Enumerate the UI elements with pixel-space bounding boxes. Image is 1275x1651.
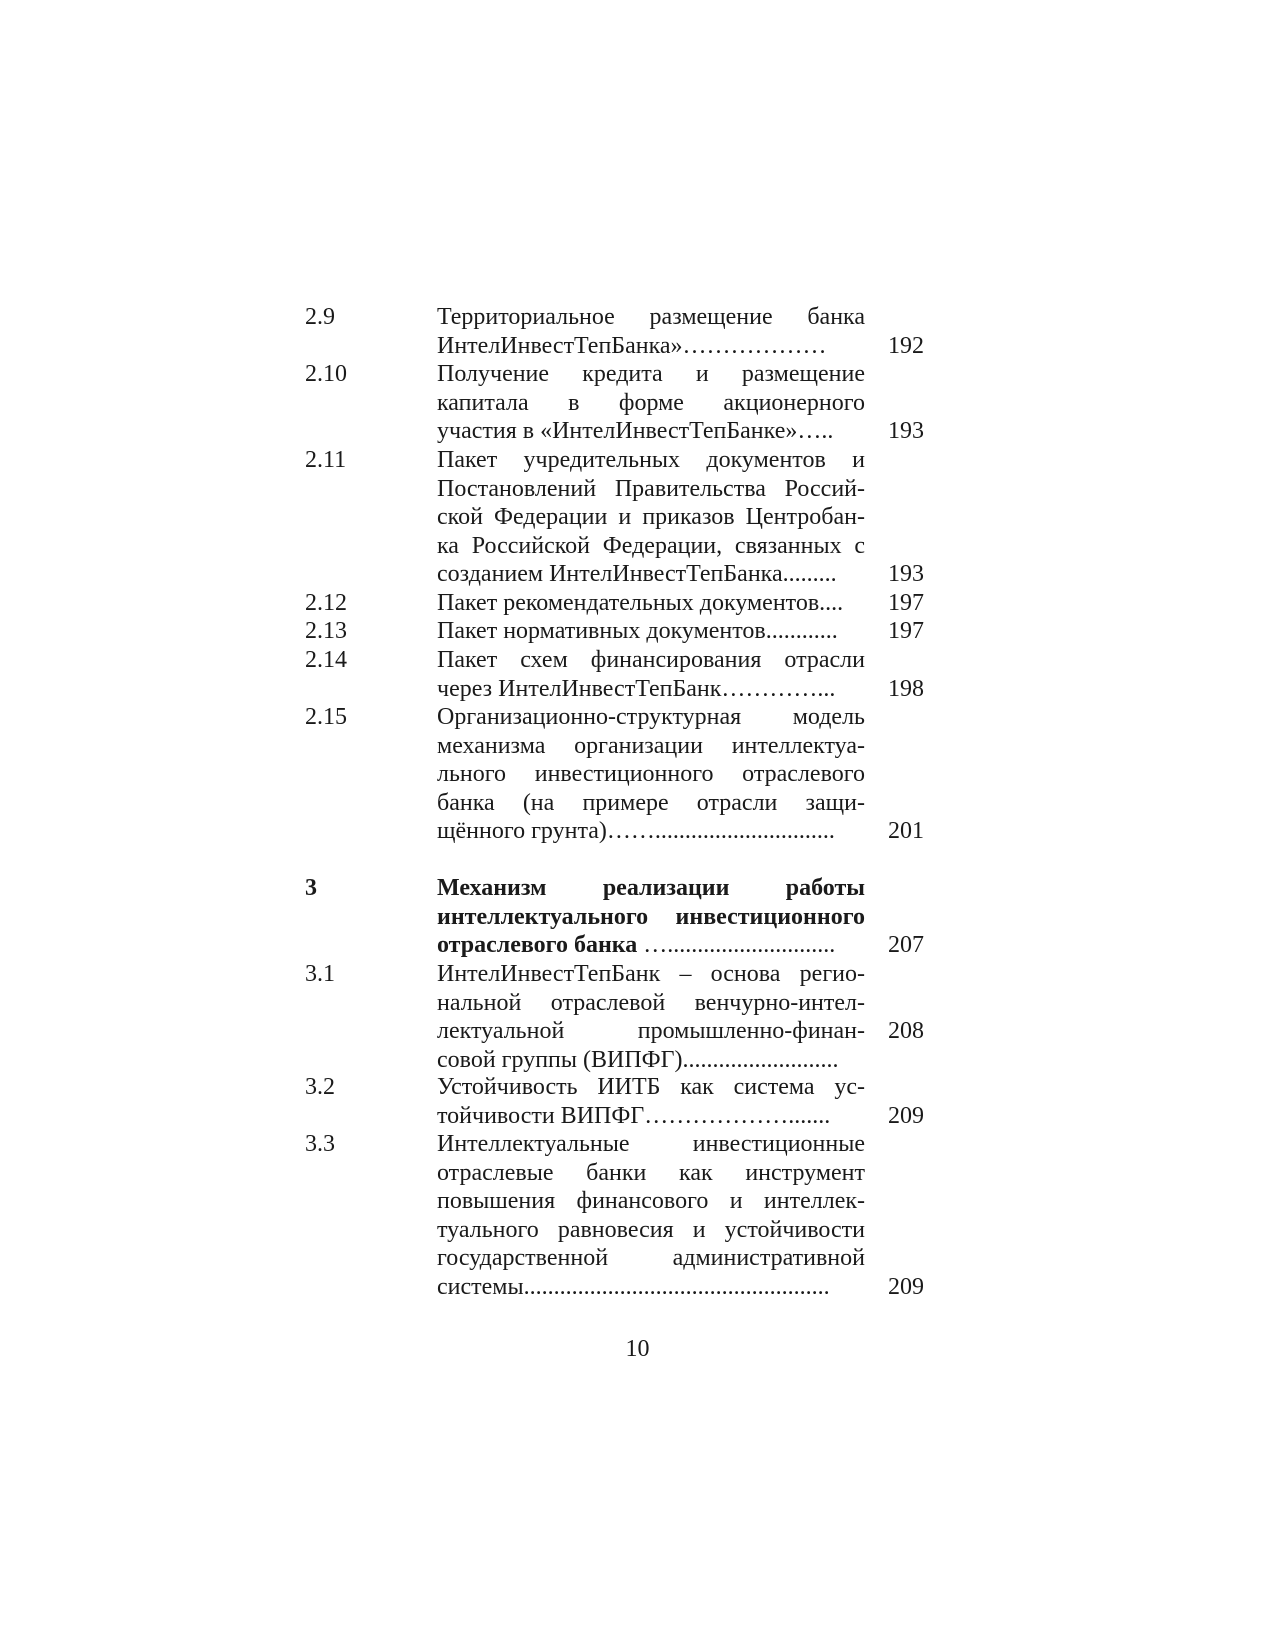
toc-chapter-title-line: Механизм реализации работы [437,875,865,901]
toc-entry-title-line: льного инвестиционного отраслевого [437,761,865,787]
toc-entry-number: 2.9 [305,304,335,330]
toc-entry-title-line: туального равновесия и устойчивости [437,1216,865,1243]
toc-entry-number: 2.15 [305,704,347,730]
toc-entry-title-line: государственной административной [437,1245,865,1271]
toc-entry-number: 3.2 [305,1074,335,1100]
toc-entry-title-line: повышения финансового и интеллек- [437,1188,865,1214]
toc-entry-page: 201 [888,818,924,844]
toc-entry-title-line: щённого грунта)…….............................. [437,818,835,844]
toc-entry-page: 208 [888,1018,924,1044]
toc-entry-page: 198 [888,675,924,702]
toc-entry-page: 209 [888,1102,924,1129]
toc-entry-title-line: Пакет учредительных документов и [437,447,865,473]
toc-entry-title-line: Устойчивость ИИТБ как система ус- [437,1074,865,1100]
toc-entry-page: 209 [888,1273,924,1300]
toc-entry-number: 2.12 [305,590,347,616]
toc-entry-number: 2.14 [305,647,347,673]
toc-chapter-title-text: отраслевого банка [437,932,638,958]
toc-entry-title-line: тойчивости ВИПФГ………………....... [437,1102,831,1129]
toc-entry-title-line: системы................................................... [437,1273,830,1300]
toc-entry-title-line: отраслевые банки как инструмент [437,1159,865,1186]
toc-entry-title-line: Пакет нормативных документов............ [437,618,838,644]
toc-entry-number: 3.1 [305,961,335,987]
toc-entry-page: 192 [888,332,924,359]
toc-entry-page: 193 [888,418,924,444]
toc-chapter-number: 3 [305,875,317,901]
toc-chapter-leader-dots: …............................ [637,932,836,958]
toc-entry-title-line: участия в «ИнтелИнвестТепБанке»….. [437,418,834,444]
toc-chapter-title-line: интеллектуального инвестиционного [437,903,865,930]
toc-entry-title-line: Территориальное размещение банка [437,304,865,330]
toc-entry-title-line: через ИнтелИнвестТепБанк…………... [437,675,836,702]
toc-entry-title-line: Пакет рекомендательных документов.... [437,590,844,616]
toc-entry-number: 2.13 [305,618,347,644]
toc-entry-page: 197 [888,618,924,644]
toc-entry-title-line: ской Федерации и приказов Центробан- [437,504,865,530]
toc-entry-title-line: Получение кредита и размещение [437,361,865,387]
toc-entry-title-line: Организационно-структурная модель [437,704,865,730]
toc-entry-title-line: Постановлений Правительства Россий- [437,475,865,502]
toc-entry-title-line: созданием ИнтелИнвестТепБанка......... [437,561,837,587]
toc-entry-title-line: Пакет схем финансирования отрасли [437,647,865,673]
toc-entry-number: 2.11 [305,447,347,473]
page-number: 10 [625,1336,650,1362]
toc-entry-number: 3.3 [305,1131,335,1157]
toc-entry-title-line: ИнтелИнвестТепБанк – основа регио- [437,961,865,987]
toc-entry-page: 193 [888,561,924,587]
toc-entry-title-line: лектуальной промышленно-финан- [437,1018,865,1044]
toc-entry-title-line: ИнтелИнвестТепБанка»……………… [437,332,827,359]
toc-chapter-title-line-last [437,931,865,960]
toc-entry-page: 197 [888,590,924,616]
toc-entry-title-line: совой группы (ВИПФГ).......................... [437,1046,839,1073]
toc-entry-title-line: нальной отраслевой венчурно-интел- [437,989,865,1016]
toc-chapter-page: 207 [888,932,924,958]
toc-entry-title-line: банка (на примере отрасли защи- [437,789,865,816]
toc-entry-number: 2.10 [305,361,347,387]
toc-entry-title-line: ка Российской Федерации, связанных с [437,532,865,559]
toc-entry-title-line: Интеллектуальные инвестиционные [437,1131,865,1157]
toc-entry-title-line: механизма организации интеллектуа- [437,732,865,759]
toc-entry-title-line: капитала в форме акционерного [437,389,865,416]
